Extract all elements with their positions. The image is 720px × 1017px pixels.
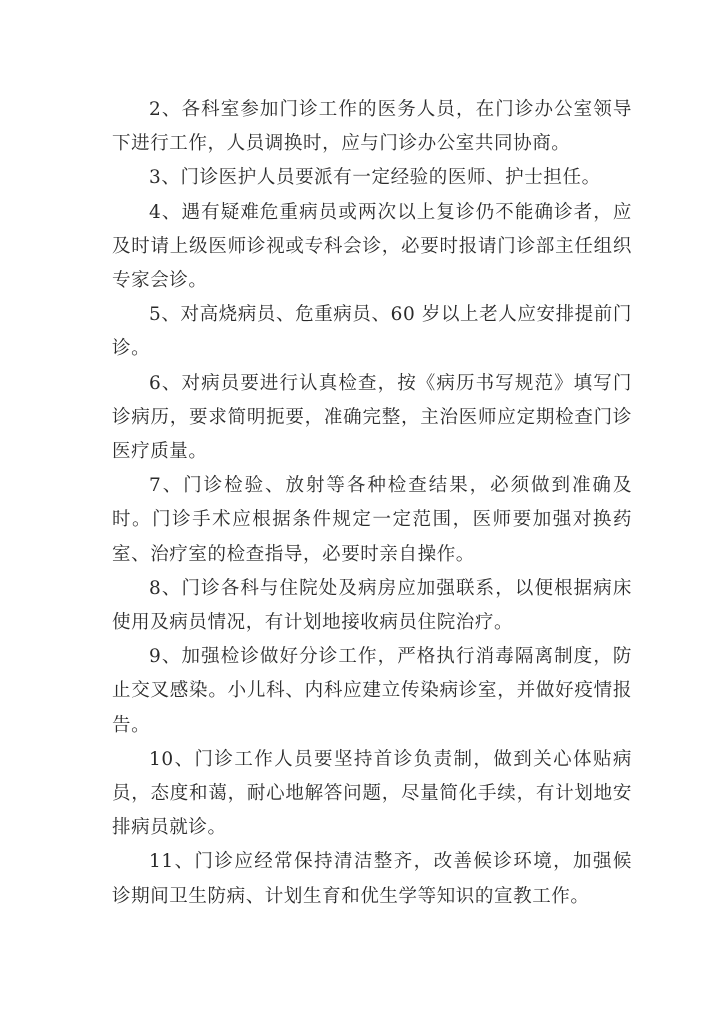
paragraph-item-2: 2、各科室参加门诊工作的医务人员，在门诊办公室领导下进行工作，人员调换时，应与门诊办公室共同协商。 [112,99,632,155]
paragraph-item-11: 11、门诊应经常保持清洁整齐，改善候诊环境，加强候诊期间卫生防病、计划生育和优生学等知识的宣教工作。 [112,851,632,907]
regulation-text [112,93,632,914]
paragraph-item-4: 4、遇有疑难危重病员或两次以上复诊仍不能确诊者，应及时请上级医师诊视或专科会诊，必要时报请门诊部主任组织专家会诊。 [112,201,632,292]
paragraph-item-7: 7、门诊检验、放射等各种检查结果，必须做到准确及时。门诊手术应根据条件规定一定范围，医师要加强对换药室、治疗室的检查指导，必要时亲自操作。 [112,475,632,565]
paragraph-item-3: 3、门诊医护人员要派有一定经验的医师、护士担任。 [149,167,601,189]
paragraph-item-10: 10、门诊工作人员要坚持首诊负责制，做到关心体贴病员，态度和蔼，耐心地解答问题，尽量简化手续，有计划地安排病员就诊。 [112,748,632,839]
paragraph-item-9: 9、加强检诊做好分诊工作，严格执行消毒隔离制度，防止交叉感染。小儿科、内科应建立传染病诊室，并做好疫情报告。 [112,646,632,736]
paragraph-item-8: 8、门诊各科与住院处及病房应加强联系，以便根据病床使用及病员情况，有计划地接收病员住院治疗。 [112,577,632,634]
paragraph-item-5: 5、对高烧病员、危重病员、60 岁以上老人应安排提前门诊。 [112,304,632,360]
paragraph-item-6: 6、对病员要进行认真检查，按《病历书写规范》填写门诊病历，要求简明扼要，准确完整，主治医师应定期检查门诊医疗质量。 [112,372,632,463]
